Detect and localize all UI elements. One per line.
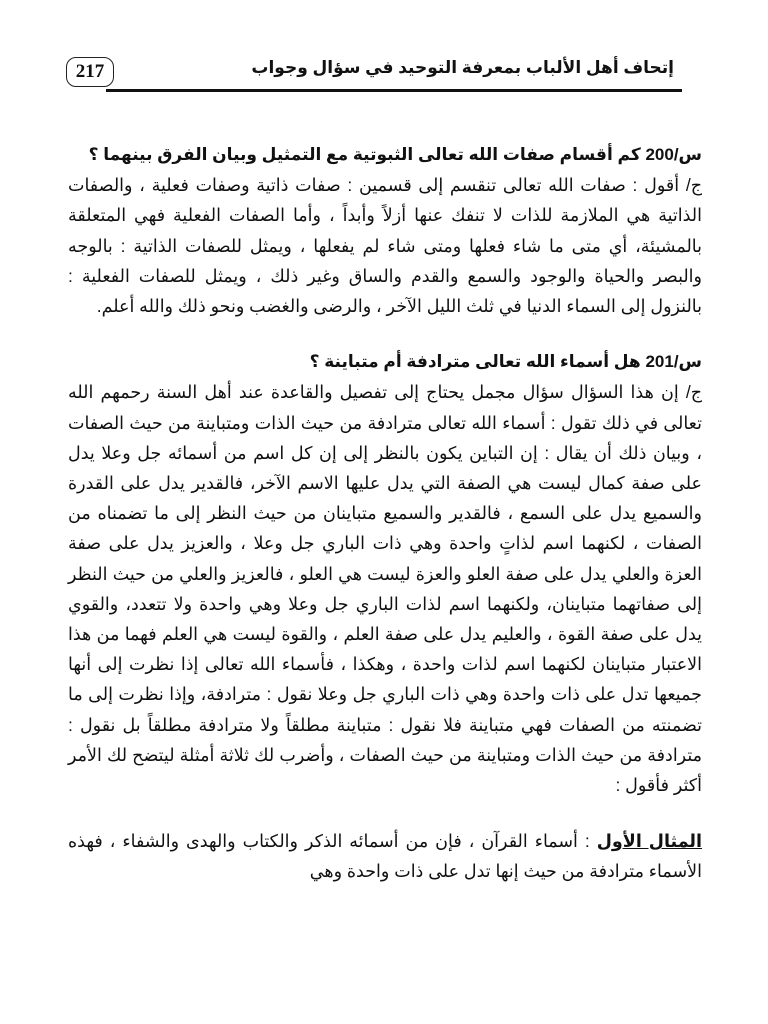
example-one-label: المثال الأول — [596, 831, 703, 852]
page-header — [66, 52, 682, 92]
paragraph-gap — [68, 800, 702, 826]
example-one-paragraph — [68, 826, 702, 886]
question-200: س/200 كم أقسام صفات الله تعالى الثبوتية مع التمثيل وبيان الفرق بينهما ؟ — [88, 145, 702, 164]
page-body — [68, 140, 702, 887]
header-divider — [106, 89, 682, 92]
example-one-text: : أسماء القرآن ، فإن من أسمائه الذكر والكتاب والهدى والشفاء ، فهذه الأسماء مترادفة من حيث إنها تدل على ذات واحدة وهي — [68, 831, 702, 882]
answer-201: ج/ إن هذا السؤال سؤال مجمل يحتاج إلى تفصيل والقاعدة عند أهل السنة رحمهم الله تعالى في ذلك تقول : أسماء الله تعالى مترادفة من حيث الذات ومتباينة من حيث الصفات ، وبيان ذلك أن يقال : إن التباين يكون بالنظر إلى إن كل اسم من أسمائه جل وعلا يدل على صفة كمال ليست هي الصفة التي يدل عليها الاسم الآخر، فالقدير يدل على القدرة والسميع يدل على السمع ، فالقدير والسميع متباينان من حيث النظر إلى ما تضمناه من الصفات ، لكنهما اسم لذاتٍ واحدة وهي ذات الباري جل وعلا ، والعزيز يدل على صفة العزة والعلي يدل على صفة العلو والعزة ليست هي العلو ، فالعزيز والعلي من حيث النظر إلى صفاتهما متباينان، ولكنهما اسم لذات الباري جل وعلا وهي واحدة ولا تتعدد، والقوي يدل على صفة القوة ، والعليم يدل على صفة العلم ، والقوة ليست هي العلم فهما من هذا الاعتبار متباينان لكنهما اسم لذات واحدة ، وهكذا ، فأسماء الله تعالى إذا نظرت إلى أنها جميعها تدل على ذات واحدة وهي ذات الباري جل وعلا نقول : مترادفة، وإذا نظرت إلى ما تضمنته من الصفات فهي متباينة فلا نقول : متباينة مطلقاً ولا مترادفة مطلقاً بل نقول : مترادفة من حيث الذات ومتباينة من حيث الصفات ، وأضرب لك ثلاثة أمثلة ليتضح لك الأمر أكثر فأقول : — [68, 382, 702, 796]
answer-200: ج/ أقول : صفات الله تعالى تنقسم إلى قسمين : صفات ذاتية وصفات فعلية ، والصفات الذاتية هي الملازمة للذات لا تنفك عنها أزلاً وأبداً ، وأما الصفات الفعلية فهي المتعلقة بالمشيئة، أي متى ما شاء فعلها ومتى شاء لم يفعلها ، ويمثل للصفات الذاتية : بالوجه والبصر والحياة والوجود والسمع والقدم والساق وغير ذلك ، ويمثل للصفات الفعلية : بالنزول إلى السماء الدنيا في ثلث الليل الآخر ، والرضى والغضب ونحو ذلك والله أعلم. — [68, 175, 702, 317]
question-201: س/201 هل أسماء الله تعالى مترادفة أم متباينة ؟ — [309, 352, 702, 372]
running-title: إتحاف أهل الألباب بمعرفة التوحيد في سؤال وجواب — [251, 58, 674, 77]
page-number: 217 — [66, 57, 114, 87]
paragraph-gap — [68, 321, 702, 347]
